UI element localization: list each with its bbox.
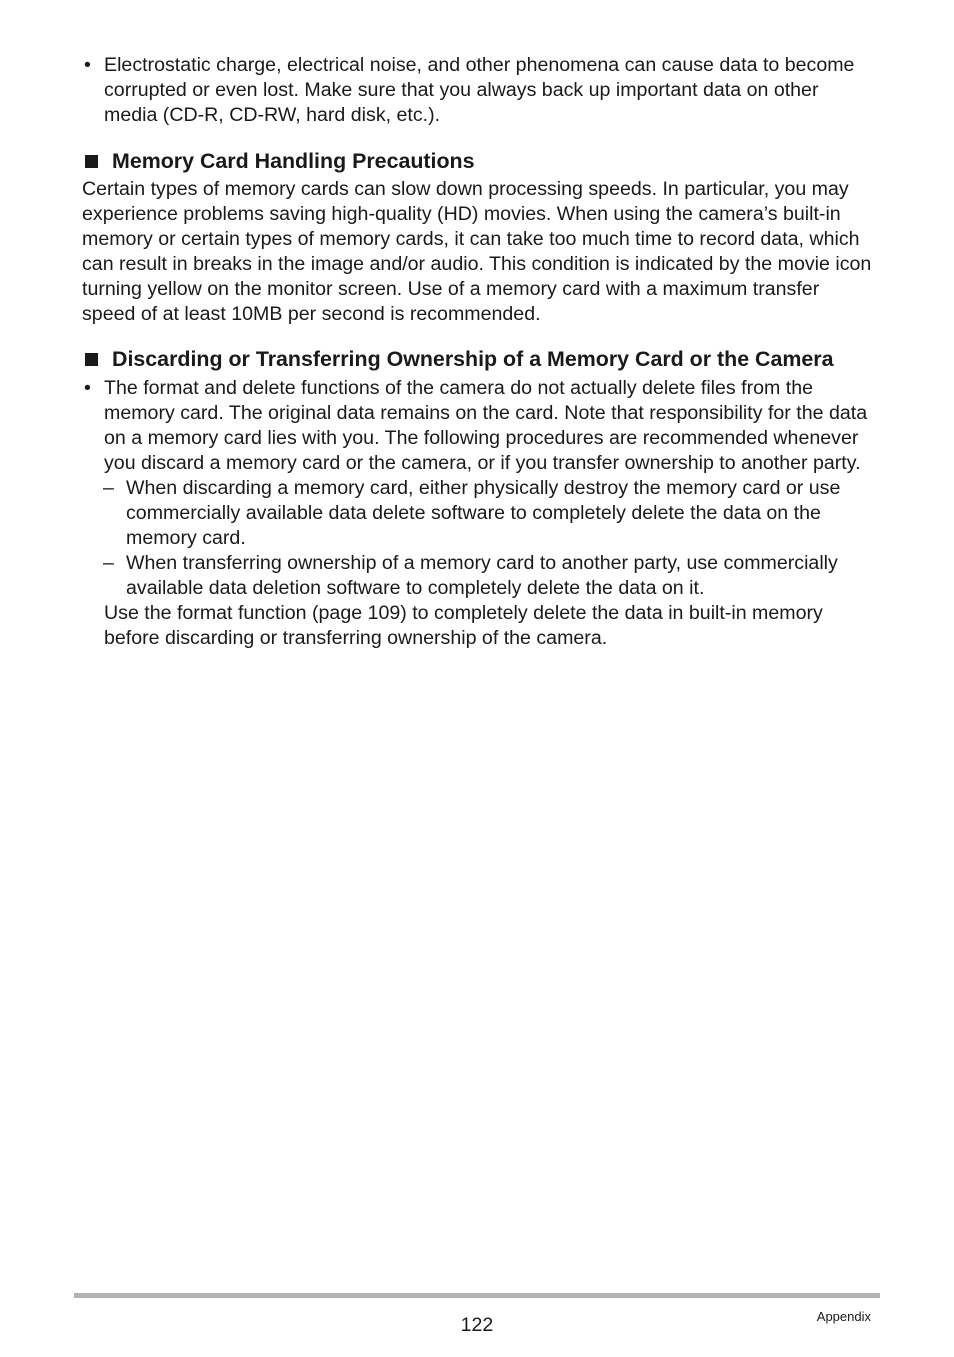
bullet-marker: •	[84, 377, 91, 399]
page-content	[82, 53, 872, 651]
section-heading-memory-card-handling	[82, 148, 872, 175]
footer-divider	[74, 1293, 880, 1298]
section-heading-discarding-transferring	[82, 346, 872, 373]
section-heading-text: Discarding or Transferring Ownership of a Memory Card or the Camera	[112, 347, 834, 371]
dash-item-transferring	[82, 551, 872, 601]
page-number: 122	[460, 1314, 494, 1336]
dash-item-text: When discarding a memory card, either physically destroy the memory card or use commercially available data delete software to completely delete the data on the memory card.	[126, 477, 841, 549]
square-bullet-icon	[85, 353, 98, 366]
dash-marker: –	[103, 552, 114, 574]
memory-card-handling-paragraph: Certain types of memory cards can slow down processing speeds. In particular, you may experience problems saving high-quality (HD) movies. When using the camera’s built-in memory or certain types of memory cards, it can take too much time to record data, which can result in breaks in the image and/or audio. This condition is indicated by the movie icon turning yellow on the monitor screen. Use of a memory card with a maximum transfer speed of at least 10MB per second is recommended.	[82, 178, 872, 325]
bullet-marker: •	[84, 54, 91, 76]
intro-bullet	[82, 53, 872, 128]
format-delete-bullet	[82, 376, 872, 476]
square-bullet-icon	[85, 155, 98, 168]
footer-section-label: Appendix	[816, 1309, 871, 1324]
format-delete-bullet-text: The format and delete functions of the camera do not actually delete files from the memory card. The original data remains on the card. Note that responsibility for the data on a memory card lies with you. The following procedures are recommended whenever you discard a memory card or the camera, or if you transfer ownership to another party.	[104, 377, 868, 474]
format-function-note: Use the format function (page 109) to completely delete the data in built-in memory before discarding or transferring ownership of the camera.	[104, 602, 823, 649]
dash-item-discarding	[82, 476, 872, 551]
section-heading-text: Memory Card Handling Precautions	[112, 149, 475, 173]
dash-item-text: When transferring ownership of a memory card to another party, use commercially available data deletion software to completely delete the data on it.	[126, 552, 838, 599]
dash-marker: –	[103, 477, 114, 499]
intro-bullet-text: Electrostatic charge, electrical noise, and other phenomena can cause data to become corrupted or even lost. Make sure that you always back up important data on other media (CD-R, CD-RW, hard disk, etc.).	[104, 54, 855, 126]
